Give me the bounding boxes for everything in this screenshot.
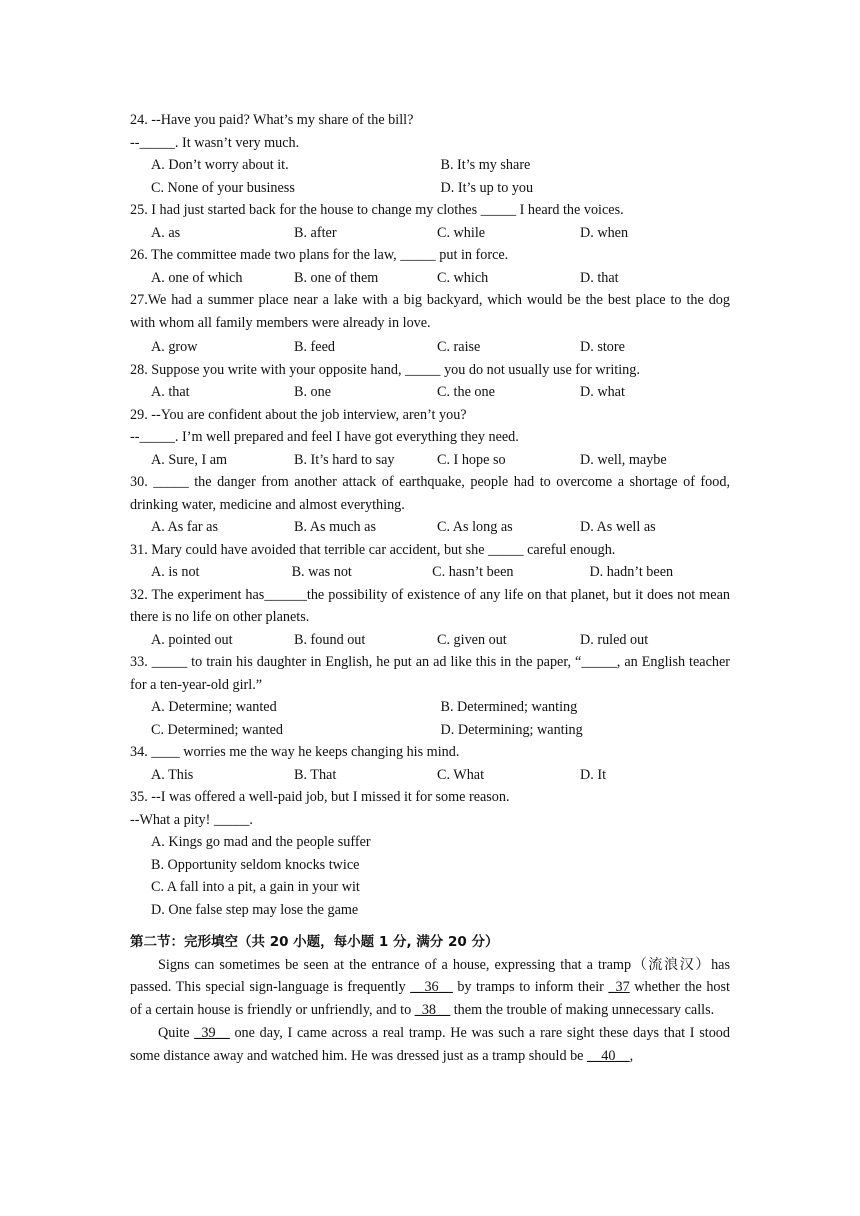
cloze-text: whether the host of a certain house is friendly or unfriendly, and to [130, 979, 730, 1019]
option-d: D. It [580, 766, 607, 783]
option-c: C. As long as [437, 519, 513, 535]
options-row [130, 267, 730, 290]
option-b: B. was not [291, 564, 352, 580]
question-24 [130, 109, 730, 199]
question-31 [130, 539, 730, 584]
option-a: A. This [151, 766, 194, 783]
option-a: A. as [151, 224, 181, 241]
cloze-text: Quite [158, 1024, 195, 1041]
option-d: D. One false step may lose the game [151, 901, 359, 918]
option-a: A. is not [151, 564, 200, 580]
option-d: D. well, maybe [580, 451, 667, 468]
option-d: D. when [580, 224, 629, 241]
option-c: C. the one [437, 384, 495, 400]
options-row [130, 449, 730, 472]
option-b: B. after [294, 224, 337, 241]
option-b: B. As much as [294, 519, 376, 535]
option-d: D. ruled out [580, 631, 649, 648]
question-25 [130, 199, 730, 244]
question-stem: 28. Suppose you write with your opposite hand, _____ you do not usually use for writing. [130, 361, 640, 378]
question-stem: 29. --You are confident about the job interview, aren’t you? [130, 406, 467, 423]
option-c: C. given out [437, 631, 507, 648]
option-c: C. Determined; wanted [151, 721, 283, 738]
option-d: D. what [580, 384, 625, 400]
option-a: A. grow [151, 339, 198, 355]
option-c: C. hasn’t been [432, 564, 514, 580]
cloze-paragraph-1 [130, 954, 730, 1022]
option-b: B. That [294, 766, 337, 783]
option-c: C. None of your business [151, 179, 295, 196]
options-row [130, 177, 730, 200]
question-stem: 33. _____ to train his daughter in English, he put an ad like this in the paper, “_____, an English teacher for a ten-year-old girl.” [130, 654, 730, 693]
options-row [130, 561, 730, 584]
option-b: B. Determined; wanting [440, 699, 578, 715]
option-d: D. that [580, 269, 619, 286]
question-27 [130, 289, 730, 359]
question-stem: 25. I had just started back for the house to change my clothes _____ I heard the voices. [130, 202, 624, 218]
option-a: A. Kings go mad and the people suffer [151, 834, 371, 850]
options-row [130, 719, 730, 742]
question-stem: 34. ____ worries me the way he keeps changing his mind. [130, 744, 460, 760]
question-stem: 35. --I was offered a well-paid job, but I missed it for some reason. [130, 789, 510, 805]
cloze-text: , [629, 1047, 634, 1064]
blank-38: _38__ [414, 1002, 451, 1019]
question-26 [130, 244, 730, 289]
cloze-text: Signs can sometimes be seen at the entrance of a house, expressing that a tramp（流浪汉）has passed. This special sign-language is frequently [130, 956, 730, 996]
question-stem: 30. _____ the danger from another attack of earthquake, people had to overcome a shortage of food, drinking water, medicine and almost everything. [130, 474, 730, 513]
option-a: A. Don’t worry about it. [151, 157, 289, 173]
options-row [130, 764, 730, 787]
option-d: D. hadn’t been [589, 564, 674, 580]
question-35 [130, 786, 730, 921]
option-b: B. found out [294, 631, 366, 648]
options-row [130, 154, 730, 177]
question-reply: --_____. It wasn’t very much. [130, 134, 300, 151]
question-stem: 26. The committee made two plans for the law, _____ put in force. [130, 247, 509, 263]
question-stem: 32. The experiment has______the possibility of existence of any life on that planet, but it does not mean there is no life on other planets. [130, 586, 730, 625]
section-heading: 第二节：完形填空（共 20 小题，每小题 1 分, 满分 20 分） [130, 934, 499, 950]
option-d: D. store [580, 339, 625, 355]
question-stem: 24. --Have you paid? What’s my share of the bill? [130, 112, 414, 128]
option-c: C. while [437, 224, 486, 241]
option-b: B. It’s my share [440, 157, 531, 173]
option-b: B. Opportunity seldom knocks twice [151, 856, 360, 873]
option-b: B. It’s hard to say [294, 451, 395, 468]
options-row [130, 629, 730, 652]
option-c: C. A fall into a pit, a gain in your wit [151, 879, 360, 895]
question-32 [130, 584, 730, 652]
options-row [130, 336, 730, 359]
cloze-text: them the trouble of making unnecessary calls. [450, 1002, 715, 1019]
cloze-text: by tramps to inform their [452, 979, 609, 996]
option-a: A. As far as [151, 519, 218, 535]
question-reply: --What a pity! _____. [130, 811, 253, 828]
cloze-text: one day, I came across a real tramp. He was such a rare sight these days that I stood some distance away and watched him. He was dressed just as a tramp should be [130, 1024, 730, 1064]
question-30 [130, 471, 730, 539]
option-a: A. Determine; wanted [151, 699, 277, 715]
option-a: A. that [151, 384, 190, 400]
question-28 [130, 359, 730, 404]
question-29 [130, 404, 730, 472]
question-stem: 27.We had a summer place near a lake with a big backyard, which would be the best place to the dog with whom all family members were already in love. [130, 292, 730, 331]
option-a: A. one of which [151, 269, 243, 286]
cloze-paragraph-2 [130, 1022, 730, 1068]
option-c: C. raise [437, 339, 481, 355]
options-row [130, 516, 730, 539]
question-reply: --_____. I’m well prepared and feel I have got everything they need. [130, 429, 519, 445]
blank-36: __36__ [410, 979, 453, 996]
option-a: A. pointed out [151, 631, 233, 648]
option-d: D. It’s up to you [440, 179, 534, 196]
option-d: D. As well as [580, 519, 656, 535]
option-c: C. What [437, 766, 485, 783]
question-33 [130, 651, 730, 741]
option-c: C. which [437, 269, 489, 286]
option-d: D. Determining; wanting [440, 721, 583, 738]
blank-37: _37 [608, 979, 630, 996]
option-b: B. one of them [294, 269, 379, 286]
question-34 [130, 741, 730, 786]
options-row [130, 381, 730, 404]
option-c: C. I hope so [437, 451, 506, 468]
options-row [130, 696, 730, 719]
option-b: B. one [294, 384, 332, 400]
blank-39: _39__ [194, 1024, 230, 1041]
option-a: A. Sure, I am [151, 451, 228, 468]
exam-page [130, 109, 730, 1067]
option-b: B. feed [294, 339, 335, 355]
blank-40: __40__ [587, 1047, 630, 1064]
question-stem: 31. Mary could have avoided that terrible car accident, but she _____ careful enough. [130, 541, 616, 558]
options-row [130, 222, 730, 245]
